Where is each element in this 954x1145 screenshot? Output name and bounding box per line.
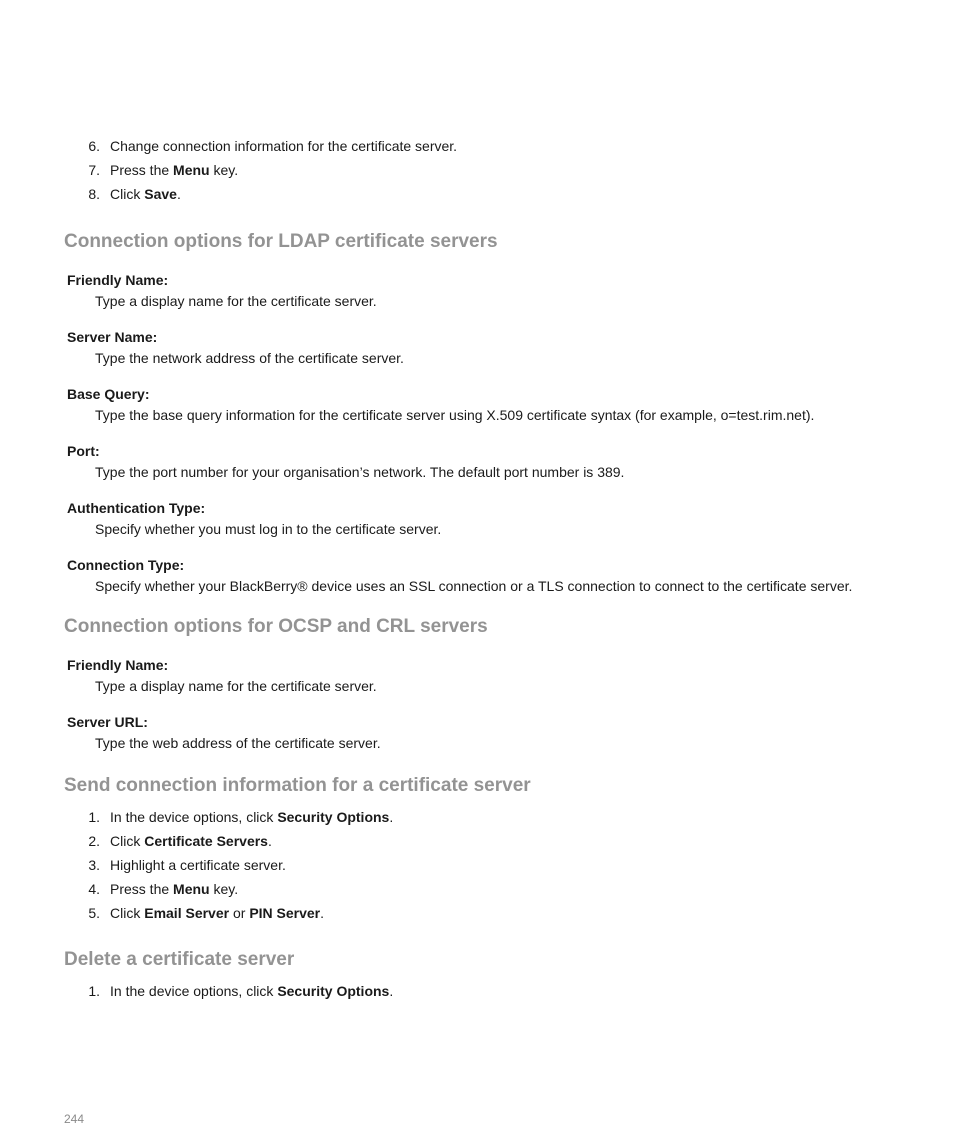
step-number: 8. — [88, 186, 100, 202]
section-heading-delete: Delete a certificate server — [64, 949, 295, 970]
step-text: Press the Menu key. — [110, 162, 239, 178]
step-text: In the device options, click Security Options. — [110, 983, 394, 999]
option-term: Base Query: — [67, 386, 150, 402]
option-term: Port: — [67, 443, 100, 459]
option-description: Type the base query information for the certificate server using X.509 certificate syntax (for example, o=test.rim.net). — [95, 407, 815, 423]
step-text: Highlight a certificate server. — [110, 857, 286, 873]
step-number: 2. — [88, 833, 100, 849]
option-term: Server Name: — [67, 329, 158, 345]
step-number: 4. — [88, 881, 100, 897]
option-term: Friendly Name: — [67, 657, 169, 673]
step-number: 1. — [88, 809, 100, 825]
step-number: 1. — [88, 983, 100, 999]
step-text: Click Certificate Servers. — [110, 833, 272, 849]
option-description: Type the web address of the certificate server. — [95, 735, 381, 751]
step-text: In the device options, click Security Options. — [110, 809, 394, 825]
step-number: 5. — [88, 905, 100, 921]
step-text: Click Save. — [110, 186, 181, 202]
option-term: Friendly Name: — [67, 272, 169, 288]
step-number: 3. — [88, 857, 100, 873]
section-heading-send: Send connection information for a certificate server — [64, 775, 531, 796]
page-number: 244 — [64, 1112, 85, 1126]
section-heading-ldap: Connection options for LDAP certificate servers — [64, 231, 498, 252]
option-term: Authentication Type: — [67, 500, 206, 516]
step-number: 6. — [88, 138, 100, 154]
step-number: 7. — [88, 162, 100, 178]
option-description: Type a display name for the certificate server. — [95, 678, 377, 694]
step-text: Change connection information for the certificate server. — [110, 138, 458, 154]
option-term: Server URL: — [67, 714, 148, 730]
option-description: Type the port number for your organisation’s network. The default port number is 389. — [95, 464, 625, 480]
option-description: Specify whether your BlackBerry® device uses an SSL connection or a TLS connection to connect to the certificate server. — [95, 578, 853, 594]
step-text: Click Email Server or PIN Server. — [110, 905, 325, 921]
option-term: Connection Type: — [67, 557, 185, 573]
option-description: Type a display name for the certificate server. — [95, 293, 377, 309]
section-heading-ocsp: Connection options for OCSP and CRL servers — [64, 616, 488, 637]
step-text: Press the Menu key. — [110, 881, 239, 897]
option-description: Specify whether you must log in to the certificate server. — [95, 521, 442, 537]
option-description: Type the network address of the certificate server. — [95, 350, 404, 366]
